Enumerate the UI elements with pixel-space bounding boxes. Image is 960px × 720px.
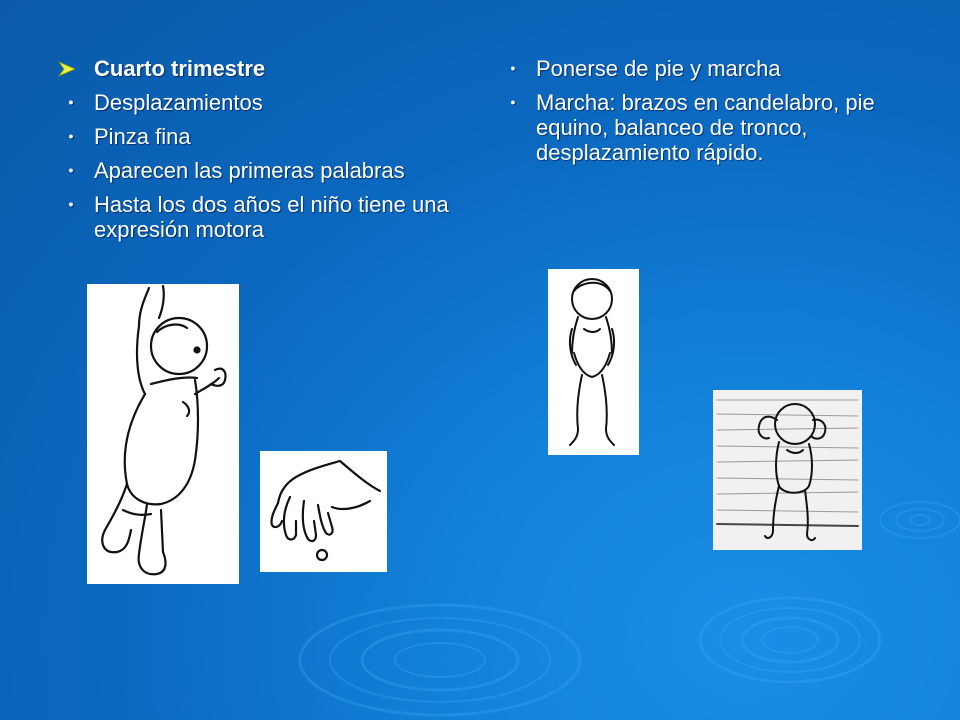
list-item-text: Marcha: brazos en candelabro, pie equino, balanceo de tronco, desplazamiento rápido.	[536, 90, 875, 165]
list-item-text: Hasta los dos años el niño tiene una expresión motora	[94, 192, 449, 242]
dot-bullet-icon: ●	[68, 165, 74, 175]
list-item	[500, 56, 920, 81]
list-item	[58, 90, 458, 115]
list-item-heading	[58, 56, 458, 81]
right-bullet-list	[500, 56, 920, 165]
dot-bullet-icon: ●	[68, 199, 74, 209]
hand-pincer-illustration	[260, 451, 387, 572]
list-item	[58, 158, 458, 183]
list-item-text: Ponerse de pie y marcha	[536, 56, 781, 81]
right-column	[500, 56, 920, 174]
list-item	[500, 90, 920, 165]
list-item-text: Desplazamientos	[94, 90, 263, 115]
child-standing-illustration	[548, 269, 639, 455]
arrow-bullet-icon	[58, 61, 76, 77]
section-heading: Cuarto trimestre	[94, 56, 266, 81]
left-column	[58, 56, 458, 251]
left-bullet-list	[58, 56, 458, 242]
child-climbing-illustration	[87, 284, 239, 584]
dot-bullet-icon: ●	[510, 63, 516, 73]
dot-bullet-icon: ●	[68, 131, 74, 141]
child-walking-illustration	[713, 390, 862, 550]
list-item-text: Pinza fina	[94, 124, 191, 149]
dot-bullet-icon: ●	[510, 97, 516, 107]
list-item-text: Aparecen las primeras palabras	[94, 158, 405, 183]
list-item	[58, 192, 458, 242]
dot-bullet-icon: ●	[68, 97, 74, 107]
list-item	[58, 124, 458, 149]
